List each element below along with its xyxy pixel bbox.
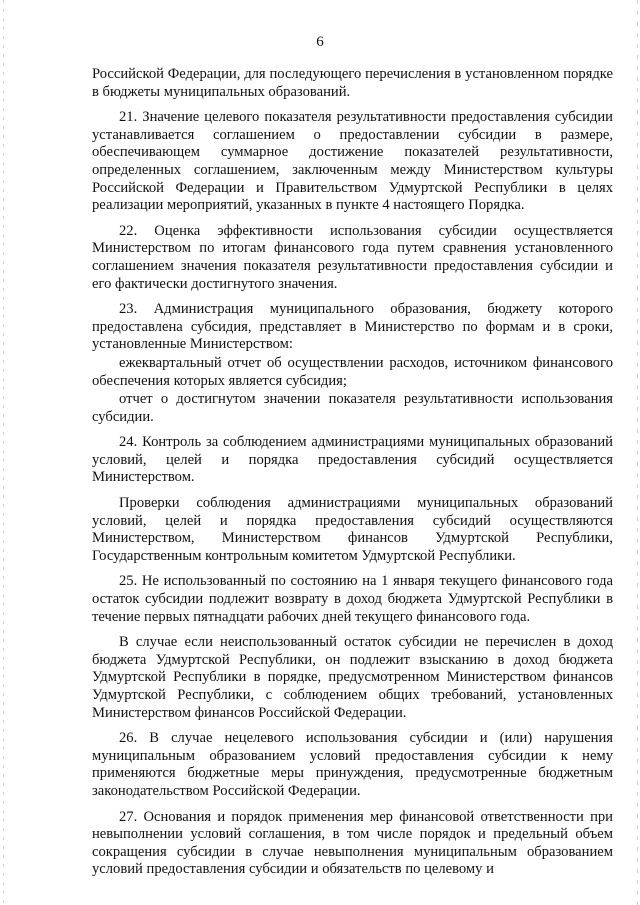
paragraph-22: 22. Оценка эффективности использования субсидии осуществляется Министерством по итогам финансового года путем сравнения установленного соглашением значения показателя результативности предоставления субсидии и его фактически достигнутого значения. [92,222,613,292]
document-body [92,66,613,887]
scan-edge-left [3,0,4,905]
paragraph-21: 21. Значение целевого показателя результативности предоставления субсидии устанавливается соглашением о предоставлении субсидии в размере, обеспечивающем суммарное достижение показателей результативности, определенных соглашением, заключенным между Министерством культуры Российской Федерации и Правительством Удмуртской Республики в целях реализации мероприятий, указанных в пункте 4 настоящего Порядка. [92,109,613,214]
paragraph-23: 23. Администрация муниципального образования, бюджету которого предоставлена субсидия, представляет в Министерство по формам и в сроки, установленные Министерством: [92,301,613,353]
page-number: 6 [316,34,324,50]
paragraph-25: 25. Не использованный по состоянию на 1 января текущего финансового года остаток субсидии подлежит возврату в доход бюджета Удмуртской Республики в течение первых пятнадцати рабочих дней текущего финансового года. [92,573,613,625]
paragraph-26: 26. В случае нецелевого использования субсидии и (или) нарушения муниципальным образованием условий предоставления субсидии к нему применяются бюджетные меры принуждения, предусмотренные бюджетным законодательством Российской Федерации. [92,730,613,799]
paragraph-24-inspections: Проверки соблюдения администрациями муниципальных образований условий, целей и порядка предоставления субсидий осуществляются Министерством, Министерством финансов Удмуртской Республики, Государственным контрольным комитетом Удмуртской Республики. [92,495,613,564]
scan-edge-right [637,0,638,905]
paragraph-24: 24. Контроль за соблюдением администрациями муниципальных образований условий, целей и порядка предоставления субсидий осуществляется Министерством. [92,434,613,486]
paragraph-27: 27. Основания и порядок применения мер финансовой ответственности при невыполнении условий соглашения, в том числе порядок и предельный объем сокращения субсидии в случае невыполнения муниципальным образованием условий предоставления субсидии и обязательств по целевому и [92,808,613,878]
paragraph-23-item-quarterly-report: ежеквартальный отчет об осуществлении расходов, источником финансового обеспечения которых является субсидия; [92,354,613,389]
paragraph-23-item-result-report: отчет о достигнутом значении показателя результативности использования субсидии. [92,391,613,425]
paragraph-continuation: Российской Федерации, для последующего перечисления в установленном порядке в бюджеты муниципальных образований. [92,66,613,100]
paragraph-25-recovery: В случае если неиспользованный остаток субсидии не перечислен в доход бюджета Удмуртской Республики, он подлежит взысканию в доход бюджета Удмуртской Республики в порядке, предусмотренном Министерством финансов Удмуртской Республики, с соблюдением общих требований, установленных Министерством финансов Российской Федерации. [92,634,613,721]
